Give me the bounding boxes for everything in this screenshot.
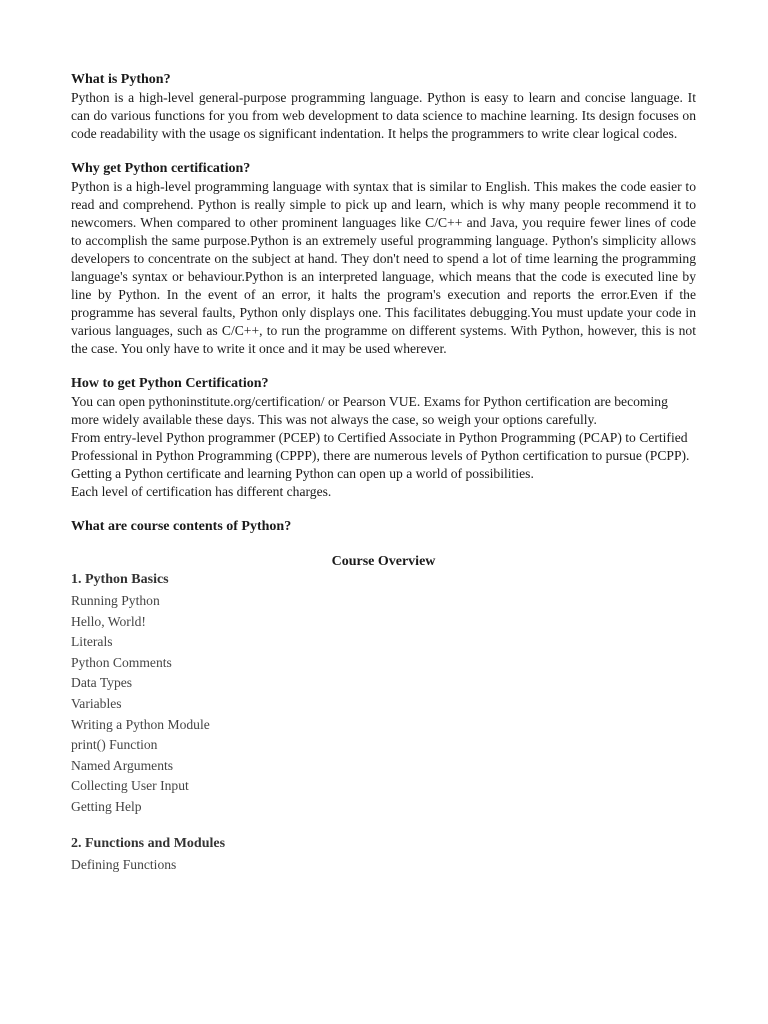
list-item: Data Types (71, 675, 133, 691)
list-item: Hello, World! (71, 613, 146, 629)
paragraph-why-certification: Python is a high-level programming language with syntax that is similar to English. This makes the code easier to read and comprehend. Python is really simple to pick up and learn, which is why many people recommend it to newcomers. When compared to other prominent languages like C/C++ and Java, you require fewer lines of code to accomplish the same purpose.Python is an extremely useful programming language. Python's simplicity allows developers to concentrate on the subject at hand. They don't need to spend a lot of time learning the programming language's syntax or behaviour.Python is an interpreted language, which means that the code is executed line by line by Python. In the event of an error, it halts the program's execution and reports the error.Even if the programme has several faults, Python only displays one. This facilitates debugging.You must update your code in various languages, such as C/C++, to run the programme on different systems. With Python, however, this is not the case. You only have to write it once and it may be used wherever. (71, 179, 696, 356)
paragraph-how-open: You can open pythoninstitute.org/certification/ or Pearson VUE. Exams for Python certification are becoming more widely available these days. This was not always the case, so weigh your options carefully. (71, 394, 668, 427)
topic-list (71, 591, 696, 818)
list-item: Named Arguments (71, 757, 174, 773)
module-python-basics (71, 571, 696, 818)
list-item: Getting Help (71, 798, 142, 814)
heading-why-certification: Why get Python certification? (71, 161, 251, 176)
list-item: Running Python (71, 593, 160, 608)
list-item: Variables (71, 695, 122, 711)
list-item: Writing a Python Module (71, 716, 210, 732)
heading-course-contents: What are course contents of Python? (71, 519, 292, 534)
list-item: Python Comments (71, 654, 172, 670)
list-item: print() Function (71, 737, 158, 753)
list-item: Literals (71, 634, 113, 650)
module-title: 1. Python Basics (71, 572, 169, 587)
topic-list (71, 855, 696, 876)
paragraph-what-is-python: Python is a high-level general-purpose programming language. Python is easy to learn and concise language. It can do various functions for you from web development to data science to machine learning. Its design focuses on code readability with the usage os significant indentation. It helps the programmers to write clear logical codes. (71, 90, 696, 141)
list-item: Collecting User Input (71, 778, 189, 794)
module-title: 2. Functions and Modules (71, 835, 226, 851)
heading-what-is-python: What is Python? (71, 72, 171, 87)
paragraph-how-levels: From entry-level Python programmer (PCEP) to Certified Associate in Python Programming (PCAP) to Certified Professional in Python Programming (CPPP), there are numerous levels of Python certification to pursue (PCPP). Getting a Python certificate and learning Python can open up a world of possibilities. (71, 430, 690, 481)
document-page (71, 71, 696, 875)
heading-how-to-certify: How to get Python Certification? (71, 376, 269, 391)
module-functions-and-modules (71, 835, 696, 876)
course-overview-title: Course Overview (331, 554, 436, 569)
paragraph-how-charges: Each level of certification has different charges. (71, 484, 332, 499)
list-item: Defining Functions (71, 856, 177, 872)
